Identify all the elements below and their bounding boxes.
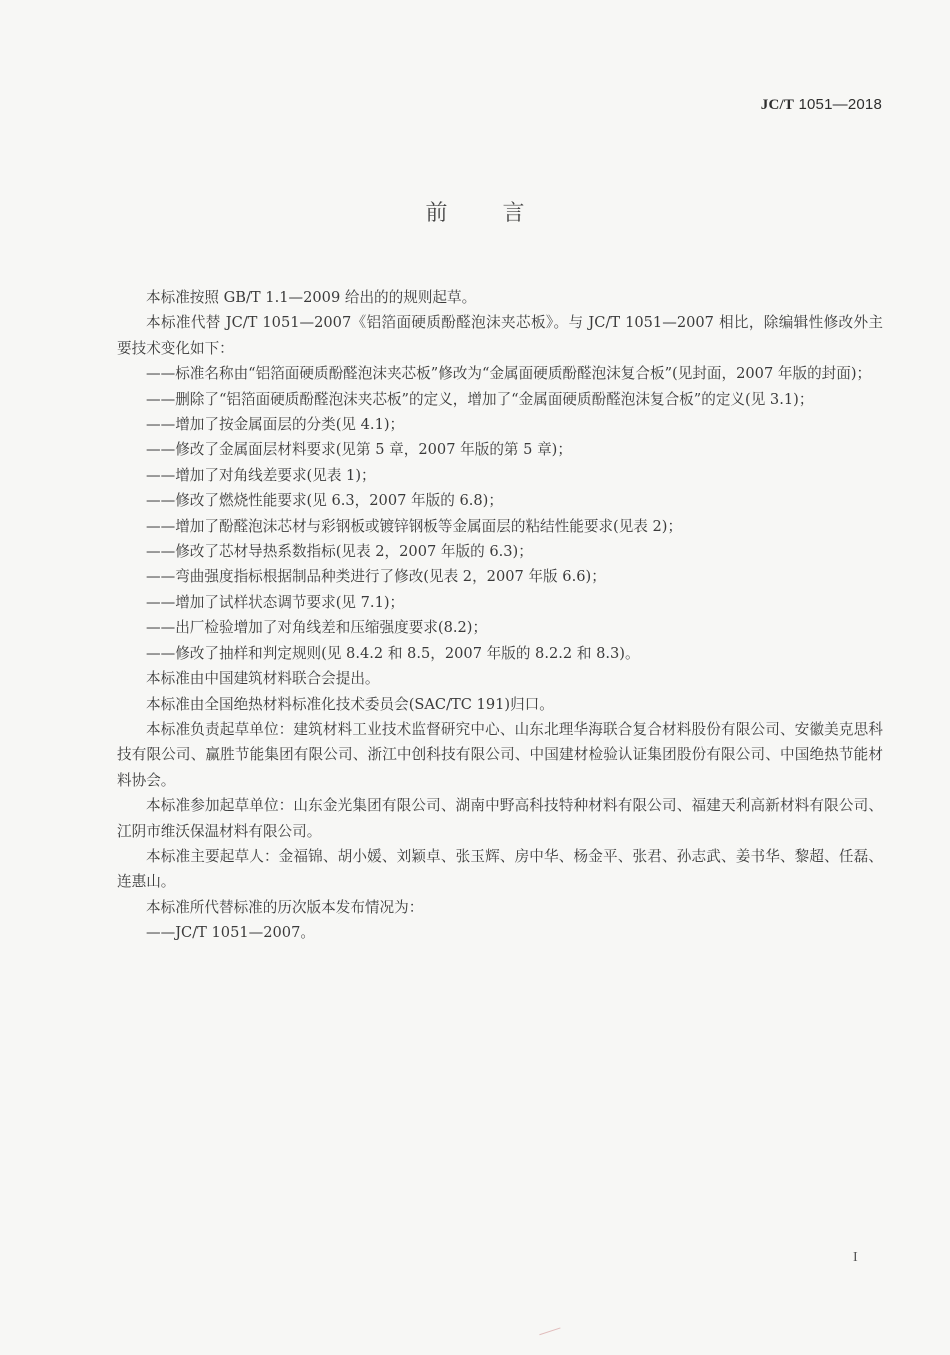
list-item: ——弯曲强度指标根据制品种类进行了修改(见表 2，2007 年版 6.6)； — [146, 568, 606, 586]
paragraph-jurisdiction: 本标准由全国绝热材料标准化技术委员会(SAC/TC 191)归口。 — [146, 695, 554, 713]
list-item: ——修改了抽样和判定规则(见 8.4.2 和 8.5，2007 年版的 8.2.2 和 8.3)。 — [146, 644, 640, 662]
paragraph-participating-units: 本标准参加起草单位：山东金光集团有限公司、湖南中野高科技特种材料有限公司、福建天利高新材料有限公司、江阴市维沃保温材料有限公司。 — [117, 797, 883, 840]
foreword-body — [117, 285, 883, 946]
list-item: ——修改了金属面层材料要求(见第 5 章，2007 年版的第 5 章)； — [146, 441, 572, 459]
paragraph-lead-drafting-units: 本标准负责起草单位：建筑材料工业技术监督研究中心、山东北理华海联合复合材料股份有限公司、安徽美克思科技有限公司、赢胜节能集团有限公司、浙江中创科技有限公司、中国建材检验认证集团股份有限公司、中国绝热节能材料协会。 — [117, 720, 883, 789]
page-number: I — [853, 1250, 858, 1265]
list-item: ——增加了对角线差要求(见表 1)； — [146, 466, 376, 484]
list-item: ——修改了燃烧性能要求(见 6.3，2007 年版的 6.8)； — [146, 492, 503, 510]
list-item: ——删除了“铝箔面硬质酚醛泡沫夹芯板”的定义，增加了“金属面硬质酚醛泡沫复合板”的定义(见 3.1)； — [146, 390, 814, 408]
list-item: ——增加了按金属面层的分类(见 4.1)； — [146, 416, 405, 434]
paragraph-replacement: 本标准代替 JC/T 1051—2007《铝箔面硬质酚醛泡沫夹芯板》。与 JC/T 1051—2007 相比，除编辑性修改外主要技术变化如下： — [117, 314, 883, 357]
list-item: ——增加了酚醛泡沫芯材与彩钢板或镀锌钢板等金属面层的粘结性能要求(见表 2)； — [146, 517, 683, 535]
paragraph-main-drafters: 本标准主要起草人：金福锦、胡小媛、刘颖卓、张玉辉、房中华、杨金平、张君、孙志武、姜书华、黎超、任磊、连惠山。 — [117, 847, 883, 891]
list-item: ——JC/T 1051—2007。 — [146, 924, 315, 942]
ink-mark — [537, 1322, 560, 1335]
page-title — [0, 196, 950, 227]
paragraph-history-intro: 本标准所代替标准的历次版本发布情况为： — [146, 898, 424, 916]
list-item: ——标准名称由“铝箔面硬质酚醛泡沫夹芯板”修改为“金属面硬质酚醛泡沫复合板”(见封面，2007 年版的封面)； — [146, 365, 872, 383]
standard-number: 1051—2018 — [794, 96, 882, 113]
title-char-2: 言 — [502, 201, 525, 226]
changes-list — [117, 361, 883, 666]
standard-code-header — [761, 96, 882, 114]
history-list — [117, 920, 883, 945]
list-item: ——出厂检验增加了对角线差和压缩强度要求(8.2)； — [146, 619, 488, 637]
list-item: ——增加了试样状态调节要求(见 7.1)； — [146, 593, 405, 611]
standard-prefix: JC/T — [760, 97, 795, 113]
paragraph-drafting-rule: 本标准按照 GB/T 1.1—2009 给出的的规则起草。 — [146, 289, 477, 306]
list-item: ——修改了芯材导热系数指标(见表 2，2007 年版的 6.3)； — [146, 543, 533, 561]
title-char-1: 前 — [425, 201, 448, 226]
paragraph-proposed-by: 本标准由中国建筑材料联合会提出。 — [146, 670, 380, 688]
